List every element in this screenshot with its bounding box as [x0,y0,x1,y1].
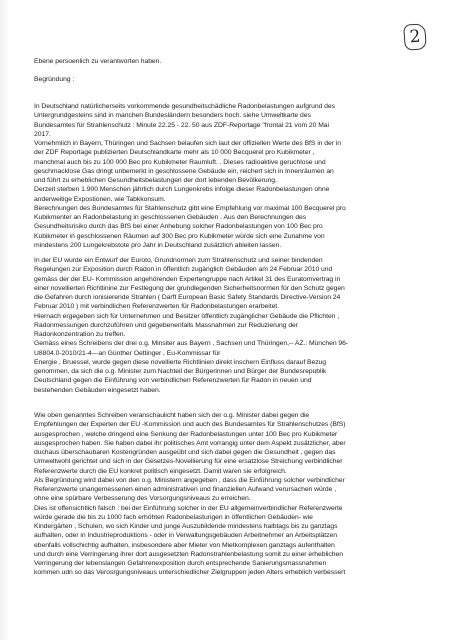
paragraph-radon-germany: In Deutschland natürlicherseits vorkommende gesundheitschädliche Radonbelastungen aufgrund des Untergrundgesteins sind in manchen Bundesländern besonders hoch. siehe Umweltkarte des Bundesamtes für Strahlenschutz : Minute 22.25 - 22. 50 aus ZDF-Reportage "frontal 21 vom 20 Mai 2017. Vornehmlich in Bayern, Thüringen und Sachsen belaufen sich laut der offiziellen Werte des BfS in der in der ZDF Reportage publizierten Deutschlandkarte mehr als 10 000 Becquerel pro Kubikmeter , manchmal auch bis zu 100 000 Bec pro Kubikmeter Raumluft. . Dieses radioaktive geruchlose und geschmacklose Gas dringt unbemerkt in geschlossene Gebäude ein, reichert sich in Innenräumen an und führt zu erheblichen Gesundheitsbelastungen der dort lebenden Bevölkerung. Derzeit sterben 1.900 Menschen jährlich durch Lungenkrebs infolge dieser Radonbelastungen ohne anderweitige Expostionen, wie Tabkkonsum. Berechnungen des Bundesamtes für Stahlenschutz gibt eine Empfehlung vor maximal 100 Becquerel pro Kubikmenter an Radonbelastung in geschlossenen Gebäuden . Aus den Berechnungen des Gesundheitsrisiko durch das BfS bei einer Anhebung solcher Radonbelastungen von 100 Bec pro Kubikmeter in geschlossenen Räumen auf 300 Bec pro Kubikmeter würde sich eine Zunahme von mindestens 200 Lungekrebstote pro Jahr in Deutschland zusätzlich ableiten lassen. [34,103,346,249]
handwritten-page-number: 2 [403,23,427,50]
intro-line: Ebene persoenlich zu verantworten haben. [34,58,162,65]
paragraph-eu-directive: In der EU wurde ein Entwurf der Euroto, Grundnormen zum Strahlenschutz und seiner bindenden Regelungen zur Exposition durch Radon in öffentlich zugänglich Gebäuden am 24 Februar 2010 und gemäss der der EU- Kommission angehörenden Expertengruppe nach Artikel 31 des Euratomvertrag in einer novellierten Richtlinine zur Festlegung der grundlegenden Sicherheitsnormen für den Schutz gegen die Gefahren durch ionisierende Strahlen ( Darft European Basic Safety Standards Directive-Version 24 Februar 2010 ) mit verbindlichen Referenzwerten für Radonbelastungen erarbeitet. Hiernach ergegeben sich für Unternehmen und Besitzer öffentlich zugänglicher Gebäude die Pflichten , Radonmessungen durchzuführen und gegebenenfalls Massnahmen zur Reduzierung der Radonkonzentration zu treffen. Gemäss eines Schreibens der drei o.g. Minsiter aus Bayern , Sachsen und Thüringen,-- AZ.: München 96- U8804.0-2010/21-4---an Günther Oettinger , Eu-Kommissar für Energie , Bruessel, wurde gegen diese novellierte Richtlinien direkt inschern Einfluss darauf Bezug genommen, da sich die o.g. Minister zum Nachteil der Bürgerinnen und Bürger der Bundesrepublik Deutschland gegen die Einführung von verbindlichen Referenzwerten für Radon in neuen und bestehenden Gebäuden eingesetzt haben. [34,257,349,394]
section-heading-begruendung: Begründung : [34,76,75,83]
paragraph-ministers-letter: Wie oben genanntes Schreiben veranschaulicht haben sich der o.g. Minister dabei gegen die Empfehlungen der Experten der EU -Kommission und auch des Bundesamtes für Strahlenschutzes (BfS) ausgesprochen , welche dringend eine Senkung der Radonbelastungen unter 100 Bec pro Kubikmeter ausgesprochen haben. Sie haben dabei ihr politisches Amt vorrangig unter dem Aspekt zusätzlicher, aber duchaus überschaubaren Kostengründen ausgeübt und sich dabei gegen die Gesundheit , gegen das Umweltwohl gerichtet und sich in der Gesetzes-Novellierung für eine ersatzlose Streichung verbindlicher Referenzwerte durch die EU konkret politisch eingesetzt. Damit waren sie erfolgreich. Als Begründung wird dabei von den o.g. Ministern angegeben , dass die Einführung solcher verbindlicher Referenzwerte unangemessenen einen administrativen und finanziellen Aufwand verursachen würde , ohne eine spürbare Verbesserung des Vorsorgungsniveaus zu erreichen. Dies ist offensichtlich falsch : bei der Einführung solcher in der EU allgemeinverbindlicher Referenzwerte würde gerade die bis zu 1000 fach erhöhten Radonbelastungen in öffentlichen Gebäuden- wie Kindergärten , Schulen, wo sich Kinder und junge Auszubildende mindestens halbtags bis zu ganztags aufhalten, oder in Industrieproduktions - oder in Verwaltungsgebäuden Arbeitnehmer an Arbeitsplätzen ebenfalls vollschichtig aufhalten, insbesondere aber Mieter von Mietkomplexen ganztags aufenthalten und durch eine Verringerung ihrer dort ausgesetzten Radonstrahlenbelastung somit zu einer erheblichen Verringerung der lebenslangen Gefahrenexposition durch entsprechende Sanierungsmassnahmen kommen udn so das Verosrgungsniveaus unterschiedlicher Zielgruppen jeden Alters erheblich verbessert [34,412,346,577]
scan-edge-shadow [0,0,10,640]
